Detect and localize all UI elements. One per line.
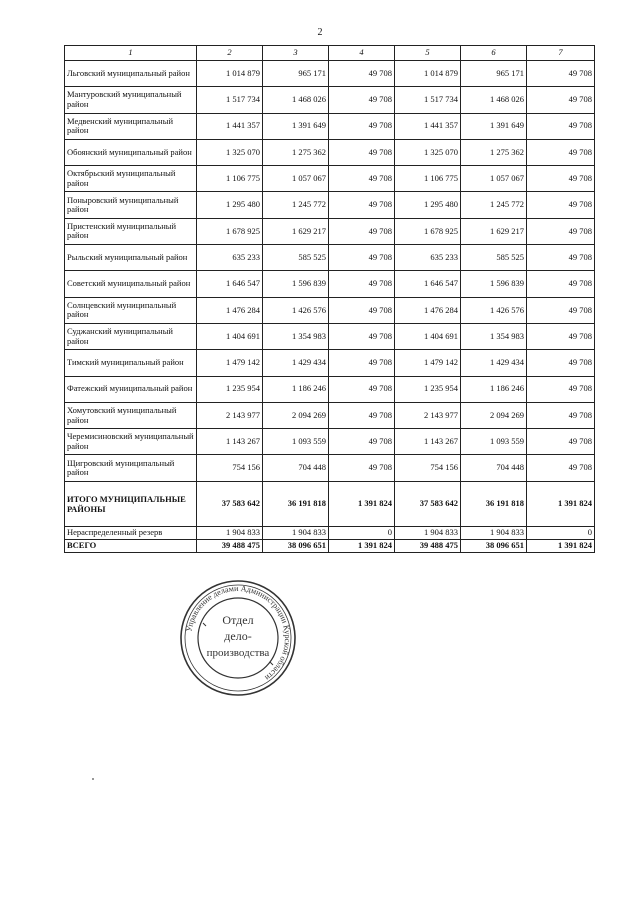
row-label: Хомутовский муниципальный район [65,402,197,428]
table-row [65,297,595,323]
value-cell: 1 426 576 [263,297,329,323]
value-cell: 1 404 691 [395,323,461,349]
value-cell: 38 096 651 [263,539,329,552]
row-label: Рыльский муниципальный район [65,245,197,271]
value-cell: 49 708 [329,87,395,113]
value-cell: 49 708 [527,87,595,113]
value-cell: 1 014 879 [197,61,263,87]
value-cell: 1 391 824 [329,539,395,552]
row-label: Медвенский муниципальный район [65,113,197,139]
value-cell: 38 096 651 [461,539,527,552]
value-cell: 49 708 [329,402,395,428]
table-row [65,429,595,455]
value-cell: 49 708 [329,113,395,139]
value-cell: 1 391 824 [329,481,395,526]
value-cell: 1 275 362 [263,139,329,165]
scan-speck [92,778,94,780]
row-label: Суджанский муниципальный район [65,323,197,349]
value-cell: 49 708 [329,271,395,297]
value-cell: 1 429 434 [263,350,329,376]
stamp-center-line: производства [206,647,270,659]
value-cell: 2 143 977 [197,402,263,428]
value-cell: 1 426 576 [461,297,527,323]
value-cell: 1 678 925 [197,218,263,244]
value-cell: 49 708 [527,455,595,481]
value-cell: 1 904 833 [197,526,263,539]
value-cell: 1 186 246 [461,376,527,402]
value-cell: 39 488 475 [197,539,263,552]
value-cell: 1 014 879 [395,61,461,87]
value-cell: 49 708 [527,166,595,192]
value-cell: 1 904 833 [461,526,527,539]
value-cell: 1 476 284 [395,297,461,323]
row-label: Советский муниципальный район [65,271,197,297]
value-cell: 49 708 [329,323,395,349]
value-cell: 49 708 [527,113,595,139]
table-row [65,192,595,218]
value-cell: 1 106 775 [395,166,461,192]
row-label: ВСЕГО [65,539,197,552]
row-label: Льговский муниципальный район [65,61,197,87]
value-cell: 1 441 357 [197,113,263,139]
value-cell: 49 708 [329,297,395,323]
value-cell: 1 354 983 [263,323,329,349]
row-label: Обоянский муниципальный район [65,139,197,165]
table-header-row [65,46,595,61]
column-header: 2 [197,46,263,61]
value-cell: 1 391 824 [527,481,595,526]
column-header: 1 [65,46,197,61]
office-stamp [178,578,298,698]
value-cell: 2 094 269 [461,402,527,428]
value-cell: 1 143 267 [197,429,263,455]
value-cell: 49 708 [527,429,595,455]
value-cell: 49 708 [527,323,595,349]
value-cell: 37 583 642 [395,481,461,526]
value-cell: 36 191 818 [461,481,527,526]
value-cell: 49 708 [527,297,595,323]
row-label: Октябрьский муниципальный район [65,166,197,192]
row-label: Щигровский муниципальный район [65,455,197,481]
value-cell: 49 708 [329,455,395,481]
table-row [65,113,595,139]
value-cell: 49 708 [329,376,395,402]
value-cell: 1 295 480 [395,192,461,218]
value-cell: 1 441 357 [395,113,461,139]
value-cell: 0 [329,526,395,539]
value-cell: 0 [527,526,595,539]
value-cell: 1 468 026 [461,87,527,113]
value-cell: 37 583 642 [197,481,263,526]
row-label: Тимский муниципальный район [65,350,197,376]
row-label: Фатежский муниципальный район [65,376,197,402]
value-cell: 635 233 [197,245,263,271]
column-header: 7 [527,46,595,61]
value-cell: 1 325 070 [197,139,263,165]
value-cell: 585 525 [461,245,527,271]
value-cell: 1 646 547 [395,271,461,297]
value-cell: 1 391 649 [263,113,329,139]
value-cell: 49 708 [527,376,595,402]
stamp-center-line: Отдел [222,613,254,627]
value-cell: 1 404 691 [197,323,263,349]
value-cell: 1 904 833 [263,526,329,539]
value-cell: 49 708 [527,139,595,165]
value-cell: 635 233 [395,245,461,271]
table-row [65,166,595,192]
value-cell: 36 191 818 [263,481,329,526]
value-cell: 1 479 142 [395,350,461,376]
value-cell: 49 708 [329,350,395,376]
value-cell: 49 708 [329,61,395,87]
stamp-ring-text: Управление делами Администрации Курской области [184,583,293,683]
value-cell: 49 708 [329,192,395,218]
value-cell: 1 057 067 [263,166,329,192]
table-row [65,271,595,297]
value-cell: 1 646 547 [197,271,263,297]
value-cell: 49 708 [527,61,595,87]
value-cell: 1 057 067 [461,166,527,192]
table-row [65,350,595,376]
table-row [65,245,595,271]
value-cell: 1 093 559 [461,429,527,455]
value-cell: 49 708 [329,245,395,271]
value-cell: 1 391 649 [461,113,527,139]
value-cell: 585 525 [263,245,329,271]
page-number: 2 [317,27,323,38]
value-cell: 49 708 [329,139,395,165]
value-cell: 1 476 284 [197,297,263,323]
value-cell: 1 143 267 [395,429,461,455]
value-cell: 1 596 839 [263,271,329,297]
row-label: Солнцевский муниципальный район [65,297,197,323]
table-row [65,218,595,244]
value-cell: 1 678 925 [395,218,461,244]
value-cell: 49 708 [329,218,395,244]
value-cell: 2 143 977 [395,402,461,428]
value-cell: 965 171 [461,61,527,87]
value-cell: 1 468 026 [263,87,329,113]
total-row [65,481,595,526]
value-cell: 1 517 734 [395,87,461,113]
value-cell: 1 517 734 [197,87,263,113]
row-label: Пристенский муниципальный район [65,218,197,244]
column-header: 5 [395,46,461,61]
row-label: ИТОГО МУНИЦИПАЛЬНЫЕ РАЙОНЫ [65,481,197,526]
value-cell: 704 448 [263,455,329,481]
value-cell: 1 245 772 [263,192,329,218]
value-cell: 1 186 246 [263,376,329,402]
value-cell: 2 094 269 [263,402,329,428]
budget-table [64,45,595,553]
value-cell: 49 708 [527,245,595,271]
value-cell: 754 156 [395,455,461,481]
value-cell: 49 708 [527,271,595,297]
value-cell: 1 629 217 [263,218,329,244]
value-cell: 49 708 [329,166,395,192]
value-cell: 704 448 [461,455,527,481]
grand-total-row [65,539,595,552]
value-cell: 965 171 [263,61,329,87]
value-cell: 1 275 362 [461,139,527,165]
value-cell: 1 235 954 [197,376,263,402]
value-cell: 49 708 [527,192,595,218]
value-cell: 1 391 824 [527,539,595,552]
table-row [65,61,595,87]
value-cell: 1 479 142 [197,350,263,376]
value-cell: 754 156 [197,455,263,481]
row-label: Мантуровский муниципальный район [65,87,197,113]
column-header: 3 [263,46,329,61]
stamp-center-line: дело- [224,629,252,643]
value-cell: 49 708 [527,350,595,376]
table-row [65,402,595,428]
row-label: Нераспределенный резерв [65,526,197,539]
value-cell: 1 354 983 [461,323,527,349]
value-cell: 1 629 217 [461,218,527,244]
table-row [65,455,595,481]
value-cell: 1 295 480 [197,192,263,218]
value-cell: 1 325 070 [395,139,461,165]
value-cell: 49 708 [329,429,395,455]
value-cell: 1 596 839 [461,271,527,297]
value-cell: 39 488 475 [395,539,461,552]
row-label: Поныровский муниципальный район [65,192,197,218]
table-row [65,323,595,349]
column-header: 4 [329,46,395,61]
value-cell: 1 245 772 [461,192,527,218]
reserve-row [65,526,595,539]
value-cell: 49 708 [527,402,595,428]
value-cell: 1 235 954 [395,376,461,402]
table-row [65,87,595,113]
table-row [65,376,595,402]
row-label: Черемисиновский муниципальный район [65,429,197,455]
value-cell: 1 093 559 [263,429,329,455]
column-header: 6 [461,46,527,61]
value-cell: 49 708 [527,218,595,244]
value-cell: 1 429 434 [461,350,527,376]
value-cell: 1 106 775 [197,166,263,192]
value-cell: 1 904 833 [395,526,461,539]
table-row [65,139,595,165]
